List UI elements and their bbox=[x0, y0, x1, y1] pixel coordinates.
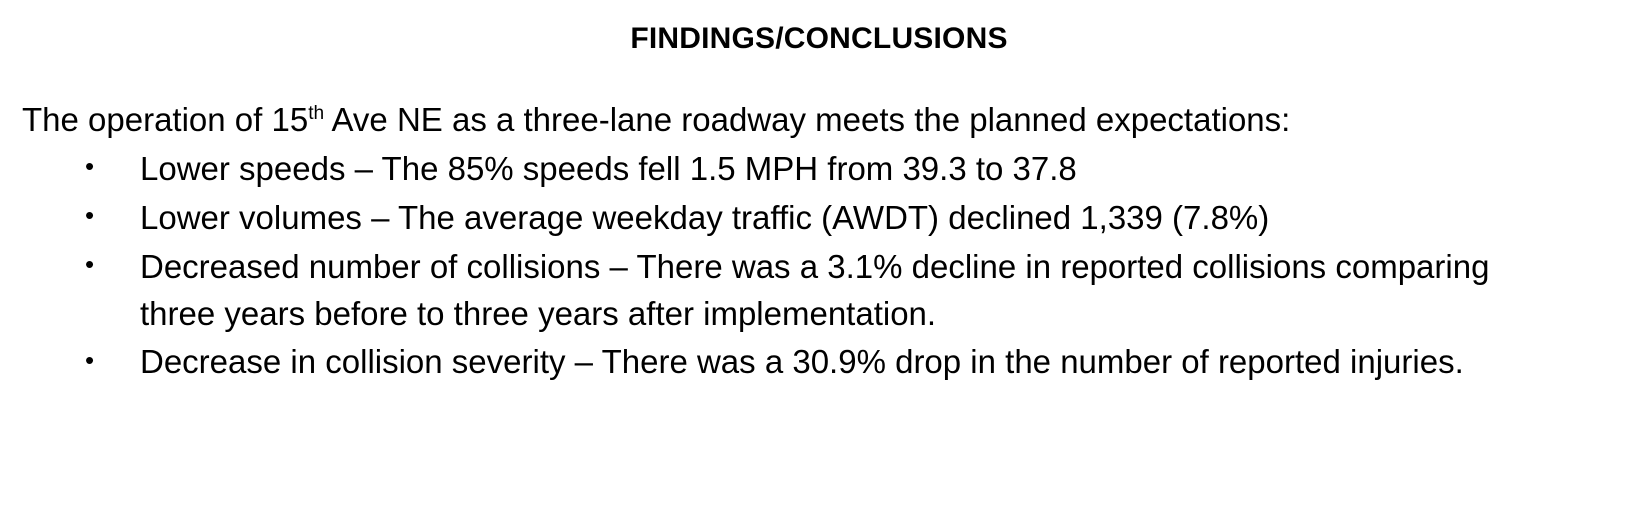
list-item-text: Decrease in collision severity – There was a 30.9% drop in the number of reported injuries. bbox=[140, 343, 1464, 381]
bullet-icon: • bbox=[85, 151, 95, 182]
list-item bbox=[0, 195, 1638, 242]
list-item-text: Decreased number of collisions – There was a 3.1% decline in reported collisions comparing three years before to three years after implementation. bbox=[140, 247, 1490, 332]
list-item-text: Lower speeds – The 85% speeds fell 1.5 MPH from 39.3 to 37.8 bbox=[140, 149, 1077, 187]
intro-paragraph bbox=[0, 101, 1638, 140]
intro-text-before: The operation of 15 bbox=[22, 101, 309, 138]
list-item-text: Lower volumes – The average weekday traffic (AWDT) declined 1,339 (7.8%) bbox=[140, 198, 1270, 236]
bullet-icon: • bbox=[85, 200, 95, 231]
intro-text-after: Ave NE as a three-lane roadway meets the planned expectations: bbox=[324, 101, 1291, 138]
list-item bbox=[0, 146, 1638, 193]
list-item bbox=[0, 339, 1638, 386]
document-page bbox=[0, 22, 1638, 520]
findings-list bbox=[0, 146, 1638, 386]
page-title: FINDINGS/CONCLUSIONS bbox=[630, 22, 1008, 55]
bullet-icon: • bbox=[85, 344, 95, 375]
bullet-icon: • bbox=[85, 249, 95, 280]
ordinal-suffix: th bbox=[308, 103, 325, 124]
list-item bbox=[0, 244, 1638, 338]
